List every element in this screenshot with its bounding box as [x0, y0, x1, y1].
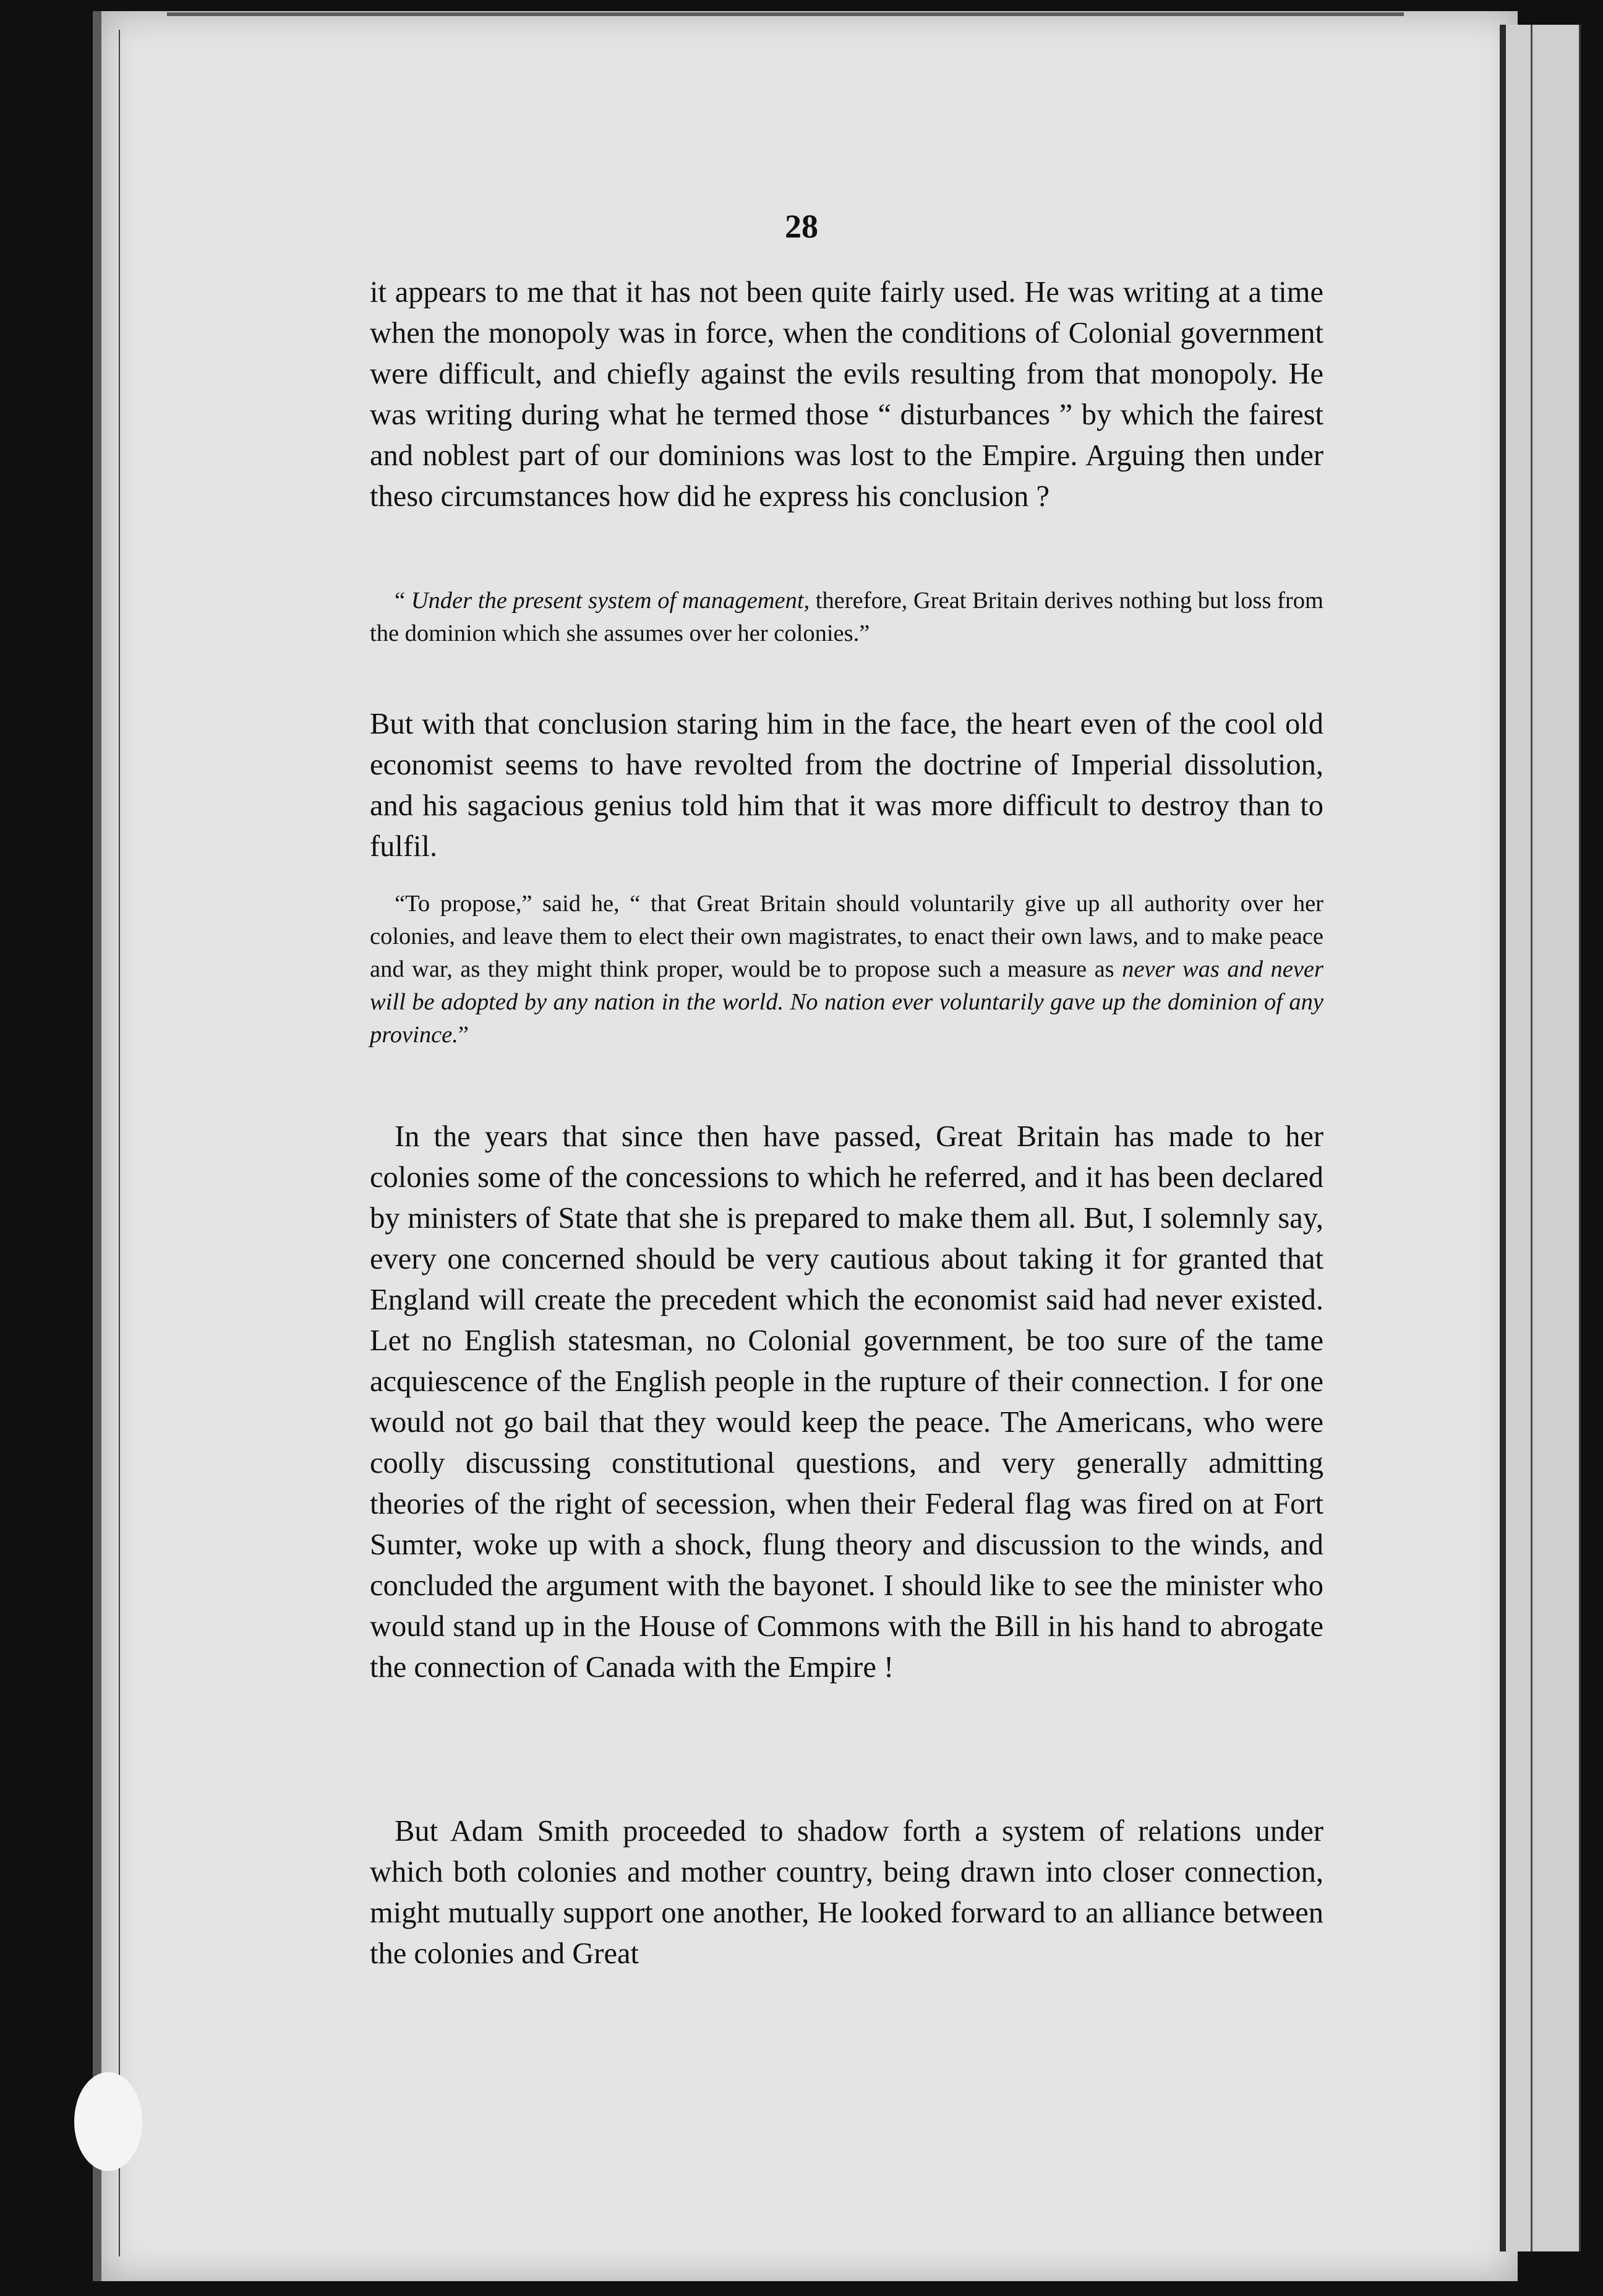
quote-2-italic-1: never was and never will be adopted by any nation in the world. — [370, 956, 1323, 1015]
page-top-edge — [167, 12, 1404, 16]
paragraph-3-text: In the years that since then have passed, Great Britain has made to her colonies some of the concessions to which he referred, and it has been declared by ministers of State that she is prepared to make them all. But, I solemnly say, every one concerned should be very cautious about taking it for granted that England will create the precedent which the economist said had never existed. Let no English statesman, no Colonial government, be too sure of the tame acquiescence of the English people in the rupture of their connection. I for one would not go bail that they would keep the peace. The Americans, who were coolly discussing constitutional questions, and very generally admitting theories of the right of secession, when their Federal flag was fired on at Fort Sumter, woke up with a shock, flung theory and discussion to the winds, and concluded the argument with the bayonet. I should like to see the minister who would stand up in the House of Commons with the Bill in his hand to abrogate the connection of Canada with the Empire ! — [370, 1120, 1323, 1684]
page-number: 28 — [785, 208, 818, 245]
quote-2-close: ” — [458, 1022, 469, 1048]
paragraph-2-text: But with that conclusion staring him in the face, the heart even of the cool old economist seems to have revolted from the doctrine of Imperial dissolution, and his sagacious genius told him that it was more difficult to destroy than to fulfil. — [370, 708, 1323, 863]
quote-1-text — [370, 585, 1323, 650]
paragraph-1-text: it appears to me that it has not been quite fairly used. He was writing at a time when the monopoly was in force, when the conditions of Colonial government were difficult, and chiefly against the evils resulting from that monopoly. He was writing during what he termed those “ disturbances ” by which the fairest and noblest part of our dominions was lost to the Empire. Arguing then under theso circumstances how did he express his conclusion ? — [370, 276, 1323, 513]
paragraph-1 — [370, 272, 1323, 517]
quote-2-text — [370, 888, 1323, 1052]
adjacent-page-edge — [1500, 25, 1581, 2251]
quote-2 — [370, 888, 1323, 1052]
paragraph-4-text: But Adam Smith proceeded to shadow forth a system of relations under which both colonies and mother country, being drawn into closer connection, might mutually support one another, He looked forward to an alliance between the colonies and Great — [370, 1815, 1323, 1970]
paper-damage-spot — [74, 2072, 142, 2171]
paragraph-3 — [370, 1116, 1323, 1688]
quote-1-open: “ — [395, 588, 411, 614]
paragraph-4 — [370, 1811, 1323, 1974]
quote-1 — [370, 585, 1323, 650]
quote-1-italic: Under the present system of management, — [411, 588, 810, 614]
paragraph-2 — [370, 704, 1323, 867]
quote-2-plain: “To propose,” said he, “ that Great Britain should voluntarily give up all authority over her colonies, and leave them to elect their own magistrates, to enact their own laws, and to make peace and war, as they might think proper, would be to propose such a measure as — [370, 891, 1323, 982]
quote-1-rest: therefore, Great Britain derives nothing but loss from the dominion which she assumes over her colonies.” — [370, 588, 1323, 646]
quote-2-italic-2: No nation ever voluntarily gave up the dominion of any province. — [370, 989, 1324, 1048]
